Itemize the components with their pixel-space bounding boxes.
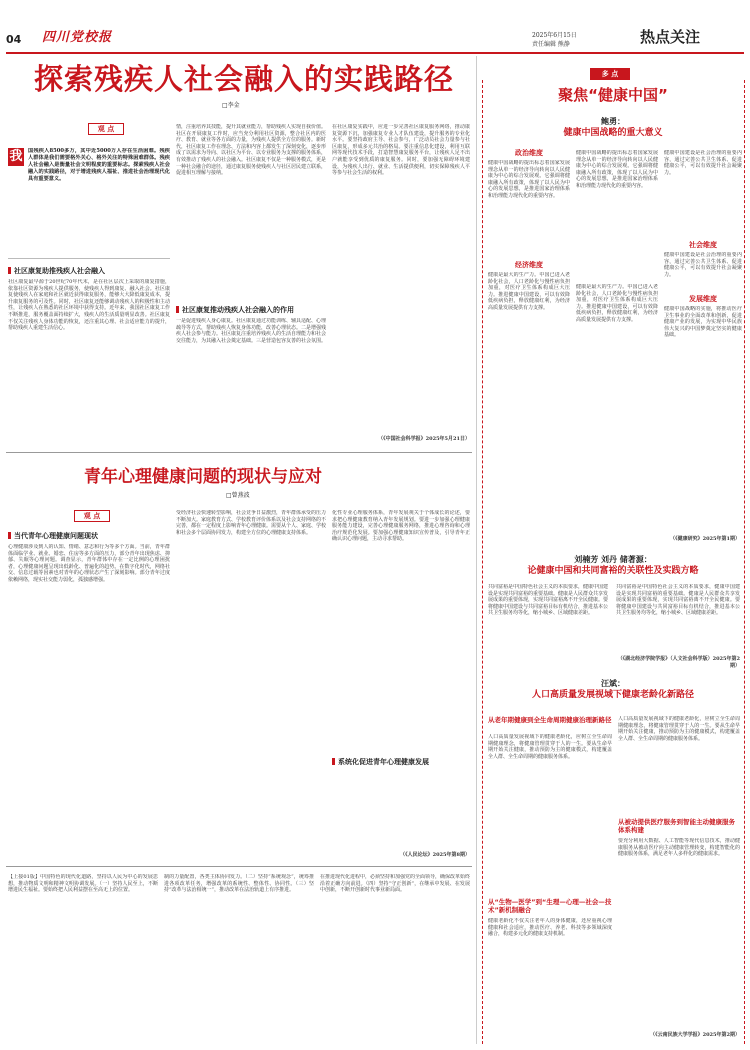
article2-subhead-1: 当代青年心理健康问题现状 — [8, 532, 170, 541]
sidebar-dash-left — [482, 80, 483, 1044]
bottom-col2: 制的力量配置，各类主体协同发力。（二）坚持“系统观念”，统筹推进各项改革任务，增强改革的系统性、整体性、协同性。（三）坚持“改革与法治相统一”，推动改革在法治轨道上有序推进。 — [164, 874, 314, 894]
newspaper-logo: 四川党校报 — [42, 30, 113, 45]
article1-subhead-2: 社区康复推动残疾人社会融入的作用 — [176, 306, 326, 315]
sidebar-subtitle-3: 人口高质量发展视域下健康老龄化新路径 — [531, 690, 694, 700]
article1-subhead-1: 社区康复助推残疾人社会融入 — [8, 267, 170, 276]
sidebar-text-col2: 健康中国战略的提出标志着国家发展理念从单一的经济导向转向以人民健康为中心的综合发展观。它强调将健康融入所有政策，体现了以人民为中心的发展思想，是推进国家治理体系和治理能力现代化的重要内容。 — [576, 150, 658, 189]
article1-source: （《中国社会科学报》2025年5月21日） — [378, 436, 470, 442]
column-divider — [476, 56, 477, 1044]
sidebar-author-1: 鲍勇： — [601, 117, 625, 126]
sidebar-head-development: 发展维度 — [689, 295, 717, 303]
article2-source: （《人民论坛》2025年第8期） — [400, 852, 470, 858]
sidebar-text-smart: 要充分利用大数据、人工智能等现代信息技术，推动健康服务从被动医疗向主动健康管理转变，构建智能化的健康服务体系，满足老年人多样化的健康需求。 — [618, 838, 740, 858]
article1-lead: 国残疾人8500多万，其中近5000万人存在生活困难。残疾人群体是我们需要格外关心、格外关注的特殊困难群体。残疾人社会融入是衡量社会文明程度的重要标志。探索残疾人社会融入的实践路径，对于增进残疾人福祉、推进社会治理现代化具有重要意义。 — [28, 148, 170, 182]
sidebar-text-col3: 健康中国建设是社会治理的重要内容，通过完善公共卫生体系、促进健康公平，可以有效提升社会凝聚力。 — [664, 150, 742, 176]
sidebar-text-lifecycle: 人口高质量发展视域下的健康老龄化，应树立全生命周期健康理念，将健康管理贯穿于人的一生。要从生命早期开始关注健康，推动预防为主的健康模式，构建覆盖全人群、全生命周期的健康服务体系。 — [488, 734, 612, 760]
article2-col3: 化性专业心理服务体系，青年发展观关于个体成长的论述，要求把心理健康教育纳入青年发展规划。要进一步加强心理健康服务能力建设，完善心理健康服务网络，推进心理咨询和心理治疗规范化发展。要加强心理健康知识宣传普及，引导青年正确认识心理问题，主动寻求帮助。 — [332, 510, 470, 543]
page-number: 04 — [6, 33, 22, 46]
sidebar-text-col2b: 健康是最大的生产力。中国已进入老龄化社会，人口老龄化与慢性病负担加重，对医疗卫生体系构成巨大压力。推进健康中国建设，可以有效降低疾病负担，释放健康红利，为经济高质量发展提供有力支撑。 — [576, 284, 658, 323]
article1-col1: 社区康复最早源于20世纪70年代末，是在社区层次上采取的康复措施，依靠社区资源为残疾人提供服务，使残疾人得到康复、融入社会。社区康复使残疾人在家庭和社区就近获得康复服务，能够大大降低康复成本，提升康复服务的可及性。同时，社区康复还能够调动残疾人的积极性和主动性，让残疾人在熟悉的社区环境中获得支持。近年来，我国社区康复工作不断推进，服务覆盖面持续扩大，残疾人的生活质量明显改善。社区康复不仅关注残疾人身体功能的恢复，还注重其心理、社会适应能力的提升，帮助残疾人重建生活信心。 — [8, 279, 170, 332]
article1-col2b: 一是促进残疾人身心康复。社区康复通过功能训练、辅具适配、心理疏导等方式，帮助残疾人恢复身体功能，改善心理状态。二是增强残疾人社会参与能力。社区康复注重培养残疾人的生活自理能力和社会交往能力，为其融入社会奠定基础。三是营造包容友善的社会氛围。 — [176, 318, 326, 344]
sidebar-text-economic: 健康是最大的生产力。中国已进入老龄化社会，人口老龄化与慢性病负担加重，对医疗卫生体系构成巨大压力。推进健康中国建设，可以有效降低疾病负担，释放健康红利，为经济高质量发展提供有力支撑。 — [488, 272, 570, 311]
article1-tag: 观 点 — [88, 123, 124, 135]
article2-title: 青年心理健康问题的现状与应对 — [84, 467, 322, 487]
header-rule — [6, 52, 744, 54]
sidebar-text-development: 健康中国战略的实施，将推动医疗卫生事业的全面改革和创新，促进健康产业的发展，为实现中华民族伟大复兴的中国梦奠定坚实的健康基础。 — [664, 306, 742, 339]
sidebar-tag: 多 点 — [590, 68, 630, 80]
article1-author: □李金 — [222, 102, 240, 109]
editor: 责任编辑 熊静 — [532, 41, 570, 48]
sidebar-author-2: 刘楠芳 刘丹 储著源： — [574, 555, 652, 564]
sidebar-head-social: 社会维度 — [689, 241, 717, 249]
sidebar-source-3: （《云南民族大学学报》2025年第2期） — [650, 1032, 740, 1038]
lead-rule — [8, 258, 170, 259]
sidebar-text-col2-lower: 人口高质量发展视域下的健康老龄化，应树立全生命周期健康理念，将健康管理贯穿于人的一生。要从生命早期开始关注健康，推动预防为主的健康模式，构建覆盖全人群、全生命周期的健康服务体系。 — [618, 716, 740, 742]
bottom-divider — [6, 866, 472, 867]
sidebar-subtitle-2: 论健康中国和共同富裕的关联性及实践方略 — [527, 566, 699, 576]
bottom-col3: 在推进现代化进程中，必须坚持和加强党的全面领导，确保改革始终沿着正确方向前进。（四）坚持“守正创新”，在继承中发展、在发展中创新，不断开创新时代事业新局面。 — [320, 874, 470, 894]
sidebar-head-political: 政治维度 — [515, 149, 543, 157]
sidebar-author-3: 汪斌： — [601, 679, 625, 688]
sidebar-head-lifecycle: 从老年期健康到全生命周期健康治理新路径 — [488, 716, 612, 724]
article1-title: 探索残疾人社会融入的实践路径 — [34, 62, 455, 96]
sidebar-source-2: （《湖北经济学院学报》（人文社会科学版）2025年第2期） — [617, 656, 740, 669]
sidebar-subtitle-1: 健康中国战略的重大意义 — [563, 128, 663, 138]
sidebar-text-social: 健康中国建设是社会治理的重要内容，通过完善公共卫生体系、促进健康公平，可以有效提升社会凝聚力。 — [664, 252, 742, 278]
sidebar-title: 聚焦“健康中国” — [558, 86, 668, 104]
sidebar-head-economic: 经济维度 — [515, 261, 543, 269]
article2-col2: 受经济社会快速转型影响，社会竞争日益激烈，青年群体承受的压力不断加大。家庭教育方式、学校教育评价体系以及社会支持网络的不完善，都在一定程度上影响青年心理健康。需要从个人、家庭、学校和社会多个层面协同发力，构建全方位的心理健康支持体系。 — [176, 510, 326, 536]
sidebar-text-mechanism: 健康老龄化不仅关注老年人的身体健康，还应重视心理健康和社会适应，推动医疗、养老、科技等多领域深度融合，构建多元化的健康支持机制。 — [488, 918, 612, 938]
sidebar-text-wealth-2: 共同富裕是中国特色社会主义的本质要求，健康中国建设是实现共同富裕的重要基础。健康是人民群众共享发展成果的重要体现，实现共同富裕离不开全民健康。要将健康中国建设与共同富裕目标有机结合，推进基本公共卫生服务均等化，缩小城乡、区域健康差距。 — [616, 584, 740, 617]
sidebar-head-smart: 从被动提供医疗服务到智能主动健康服务体系构建 — [618, 818, 735, 834]
article-divider — [6, 452, 472, 453]
article2-col1: 心理健康涉及到人的认知、情绪、意志和行为等多个方面。当前，青年群体面临学业、就业、婚恋、住房等多方面的压力，部分青年出现焦虑、抑郁、失眠等心理问题。调查显示，青年群体中存在一定比例的心理困扰者，心理健康问题呈现出低龄化、普遍化的趋势。在数字化时代，网络社交、信息过载等因素也对青年的心理状态产生了深刻影响。部分青年过度依赖网络，现实社交能力弱化，孤独感增强。 — [8, 544, 170, 583]
sidebar-text-political: 健康中国战略的提出标志着国家发展理念从单一的经济导向转向以人民健康为中心的综合发展观。它强调将健康融入所有政策，体现了以人民为中心的发展思想，是推进国家治理体系和治理能力现代化的重要内容。 — [488, 160, 570, 199]
article2-author: □曾燕波 — [226, 492, 250, 499]
article2-tag: 观 点 — [74, 510, 110, 522]
dropcap: 我 — [9, 149, 23, 164]
article1-col3: 在社区康复实践中，应进一步完善社区康复服务网络，推动康复资源下沉，加强康复专业人才队伍建设，提升服务的专业化水平。要坚持政府主导、社会参与，广泛动员社会力量参与社区康复，形成多元共治的格局。要注重信息化建设，利用互联网等现代技术手段，打造智慧康复服务平台，让残疾人足不出户就能享受到优质的康复服务。同时，要加强无障碍环境建设，为残疾人出行、就业、生活提供便利，切实保障残疾人平等参与社会生活的权利。 — [332, 124, 470, 177]
article2-subhead-2: 系统化促进青年心理健康发展 — [332, 758, 470, 767]
section-title: 热点关注 — [640, 28, 701, 46]
sidebar-text-wealth-1: 共同富裕是中国特色社会主义的本质要求，健康中国建设是实现共同富裕的重要基础。健康是人民群众共享发展成果的重要体现，实现共同富裕离不开全民健康。要将健康中国建设与共同富裕目标有机结合，推进基本公共卫生服务均等化，缩小城乡、区域健康差距。 — [488, 584, 608, 617]
sidebar-dash-right — [744, 80, 745, 1044]
bottom-col1: 【上接01版】中国特色的现代化道路，坚持以人民为中心的发展思想，推动物质文明和精神文明协调发展。（一）坚持人民至上，不断增进民生福祉。要始终把人民利益摆在至高无上的位置。 — [8, 874, 158, 894]
article1-col2: 情，注重培养其技能，提升其就业能力，帮助残疾人实现自我价值。社区在开展康复工作时，应当充分利用社区资源，整合社区内的医疗、教育、就业等各方面的力量，为残疾人提供全方位的服务。新时代，社区康复工作在理念、方法和内容上都发生了深刻变化，逐步形成了以需求为导向、以社区为平台、以专业服务为支撑的服务体系，有效推动了残疾人的社会融入。社区康复不仅是一种服务模式，更是一种社会融合的途径，通过康复服务使残疾人与社区居民建立联系，促进相互理解与接纳。 — [176, 124, 326, 177]
sidebar-source-1: （《健康研究》2025年第1期） — [670, 536, 740, 542]
issue-date: 2025年6月15日 — [532, 32, 577, 39]
sidebar-head-mechanism: 从“生物—医学”到“生理—心理—社会—技术”新机制融合 — [488, 898, 612, 914]
